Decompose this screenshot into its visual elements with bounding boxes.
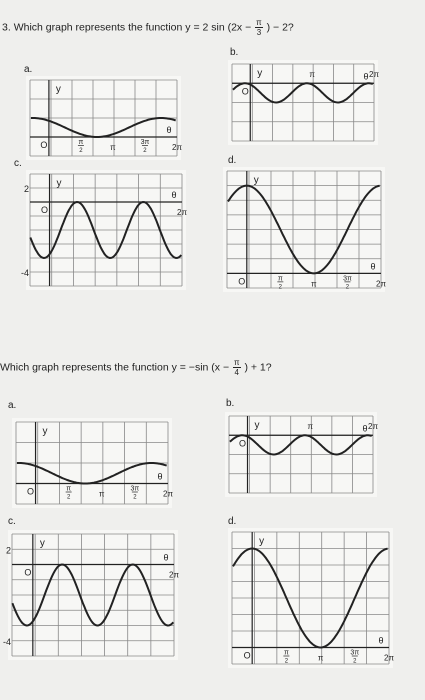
option-d-label[interactable]: d. — [228, 155, 237, 166]
fraction-numerator: π — [256, 18, 262, 27]
y-axis-label: y — [254, 420, 260, 431]
tick-label: π — [110, 143, 116, 152]
graph-option-c[interactable] — [2, 530, 179, 660]
graph-option-b[interactable] — [225, 412, 377, 497]
graph-option-b[interactable] — [228, 60, 378, 145]
tick-label: π — [66, 485, 72, 493]
theta-label: θ — [163, 552, 169, 563]
tick-label: π — [277, 275, 283, 283]
origin-label: O — [243, 650, 251, 661]
option-d-label[interactable]: d. — [228, 516, 237, 527]
y-value-label: -4 — [20, 268, 29, 278]
tick-label: π — [283, 649, 289, 657]
question-suffix: ) − 2? — [266, 21, 294, 34]
theta-label: θ — [362, 423, 368, 434]
fraction-numerator: π — [234, 358, 240, 367]
y-axis-label: y — [42, 426, 48, 437]
tick-label: 2π — [384, 653, 394, 663]
origin-label: O — [239, 438, 247, 449]
theta-label: θ — [370, 261, 376, 272]
tick-label: 2π — [369, 70, 379, 79]
tick-label: 2 — [278, 284, 283, 291]
tick-label: 3π — [350, 649, 360, 657]
origin-label: O — [241, 86, 249, 97]
tick-label: 2π — [368, 422, 378, 431]
option-c-label[interactable]: c. — [8, 516, 16, 527]
y-axis-label: y — [257, 68, 263, 79]
graph-option-d[interactable] — [223, 167, 385, 292]
sine-curve — [17, 463, 167, 484]
tick-label: 3π — [343, 275, 352, 283]
y-value-label: 2 — [5, 545, 11, 556]
sine-curve — [230, 435, 372, 454]
graph-option-a[interactable] — [26, 76, 181, 160]
tick-label: π — [78, 139, 84, 146]
y-axis-label: y — [56, 178, 62, 189]
y-axis-label: y — [259, 536, 265, 547]
theta-label: θ — [378, 635, 384, 646]
graph-option-a[interactable] — [12, 418, 172, 508]
y-value-label: 2 — [23, 184, 29, 194]
tick-label: π — [317, 653, 324, 663]
tick-label: 2 — [133, 494, 137, 501]
option-c-label[interactable]: c. — [14, 158, 22, 169]
tick-label: 2π — [376, 279, 386, 289]
option-a-label[interactable]: a. — [8, 400, 17, 411]
y-axis-label: y — [55, 84, 61, 95]
tick-label: 2 — [345, 284, 350, 291]
question-number: 3. — [2, 21, 11, 34]
theta-label: θ — [166, 125, 172, 135]
graph-option-d[interactable] — [228, 528, 393, 668]
fraction-denominator: 3 — [256, 28, 262, 37]
tick-label: 2 — [353, 658, 357, 665]
option-b-label[interactable]: b. — [226, 398, 235, 409]
tick-label: 2 — [79, 148, 83, 154]
origin-label: O — [40, 140, 48, 150]
question-prefix: Which graph represents the function y = −sin (x − — [0, 361, 230, 374]
y-value-label: -4 — [2, 636, 11, 647]
tick-label: 2π — [169, 570, 179, 580]
tick-label: 2 — [143, 148, 147, 154]
tick-label: π — [311, 279, 317, 289]
tick-label: 2 — [66, 494, 71, 501]
origin-label: O — [41, 205, 49, 215]
y-axis-label: y — [253, 175, 259, 186]
theta-label: θ — [363, 71, 369, 82]
question-prefix: Which graph represents the function y = 2 sin (2x − — [13, 21, 252, 34]
tick-label: π — [309, 70, 315, 79]
tick-label: 2π — [163, 489, 173, 499]
question-3-text — [2, 18, 294, 37]
y-axis-label: y — [39, 538, 45, 549]
origin-label: O — [24, 567, 32, 578]
question-next-text — [0, 358, 272, 377]
origin-label: O — [27, 486, 35, 497]
option-a-label[interactable]: a. — [24, 64, 33, 75]
theta-label: θ — [171, 190, 177, 200]
option-b-label[interactable]: b. — [230, 47, 239, 58]
origin-label: O — [238, 276, 246, 287]
graph-option-c[interactable] — [20, 170, 187, 290]
tick-label: 2π — [177, 208, 187, 217]
tick-label: 3π — [130, 485, 140, 493]
tick-label: 2π — [172, 143, 182, 152]
question-suffix: ) + 1? — [244, 361, 272, 374]
tick-label: 3π — [140, 139, 150, 146]
sine-curve — [233, 83, 373, 102]
tick-label: 2 — [284, 658, 289, 665]
theta-label: θ — [157, 471, 163, 482]
fraction — [255, 18, 263, 37]
sine-curve — [31, 118, 176, 137]
tick-label: π — [99, 489, 105, 499]
tick-label: π — [307, 422, 314, 431]
fraction-denominator: 4 — [234, 368, 239, 377]
fraction — [233, 358, 241, 377]
